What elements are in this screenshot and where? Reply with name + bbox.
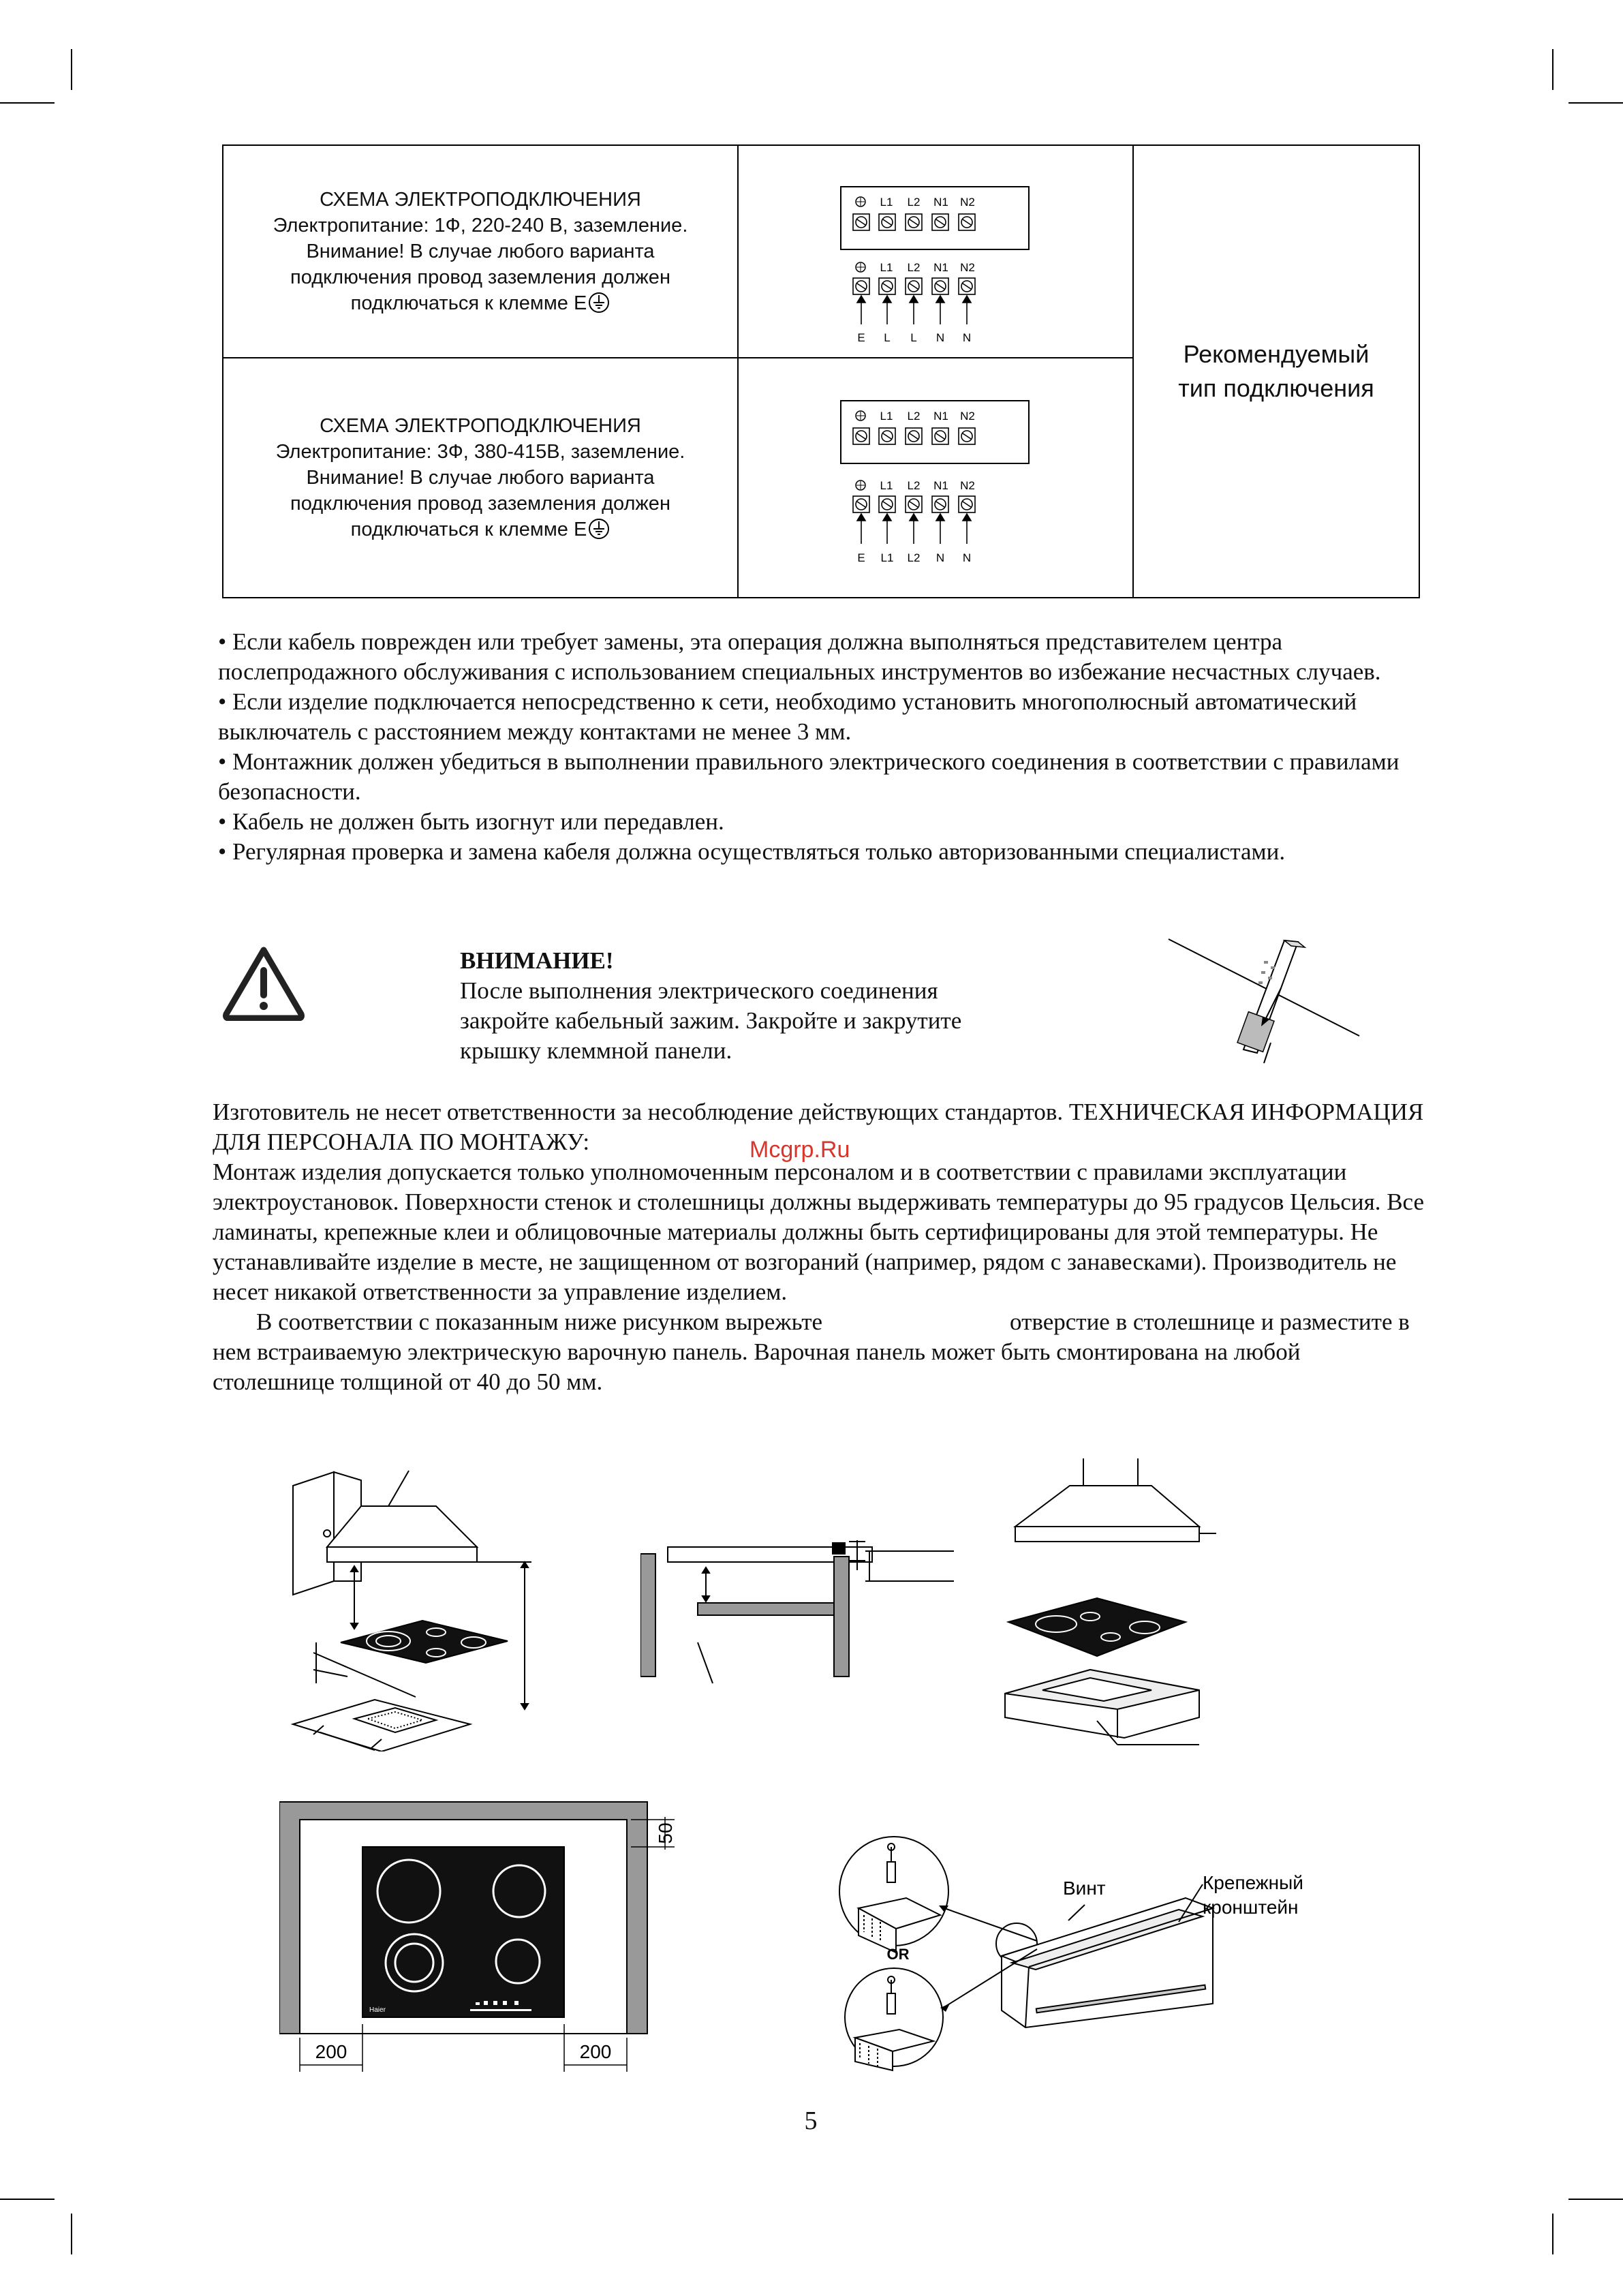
warning-text — [460, 946, 1073, 1066]
terminal-label: N2 — [960, 479, 975, 492]
recommended-line: Рекомендуемый — [1183, 340, 1370, 368]
bracket-mounting-diagram — [831, 1833, 1335, 2072]
bullet-item: • Регулярная проверка и замена кабеля должна осуществляться только авторизованными специалистами. — [218, 838, 1286, 865]
hood-clearance-diagram — [273, 1465, 572, 1751]
terminal-diagram-3ph-cell — [738, 358, 1133, 598]
schema-line: Внимание! В случае любого варианта — [306, 467, 655, 489]
terminal-block-diagram — [739, 358, 1132, 594]
crop-mark — [1552, 49, 1554, 90]
wire-label: E — [857, 551, 865, 564]
cutout-section-diagram — [640, 1540, 961, 1690]
schema-line: подключения провод заземления должен — [290, 493, 670, 515]
paragraph-cutout — [213, 1307, 1425, 1397]
terminal-label: L2 — [907, 196, 921, 209]
terminal-bottom-row — [853, 479, 975, 564]
page-number: 5 — [804, 2107, 818, 2135]
hob-top-view-diagram — [279, 1799, 715, 2099]
bullet-item: • Кабель не должен быть изогнут или передавлен. — [218, 808, 724, 835]
warning-line: закройте кабельный зажим. Закройте и закрутите — [460, 1007, 962, 1034]
terminal-label: L2 — [907, 410, 921, 423]
cutout-text-end: отверстие в столешнице и — [1010, 1308, 1274, 1335]
cutout-text-rest: разместите в нем встраиваемую электрическую варочную панель. Варочная панель может быть смонтирована на любой столешнице толщиной от 40 до 50 мм. — [213, 1308, 1410, 1395]
terminal-label: L2 — [907, 261, 921, 274]
ground-icon — [588, 518, 610, 540]
wire-label: E — [857, 331, 865, 344]
crop-mark — [1552, 2214, 1554, 2254]
paragraph-installation: Монтаж изделия допускается только уполномоченным персоналом и в соответствии с правилами эксплуатации электроустановок. Поверхности стенок и столешницы должны выдерживать температуры до 95 градусов Цельсия. Все ламинаты, крепежные клеи и облицовочные материалы должны быть сертифицированы для этой температуры. Не устанавливайте изделие в месте, не защищенном от возгораний (например, рядом с занавесками). Производитель не несет никакой ответственности за управление изделием. — [213, 1159, 1425, 1305]
bracket-label: кронштейн — [1203, 1897, 1299, 1918]
cutout-text-start: В соответствии с показанным ниже рисунком вырежьте — [256, 1308, 823, 1335]
bullet-item: • Если изделие подключается непосредственно к сети, необходимо установить многополюсный автоматический выключатель с расстоянием между контактами не менее 3 мм. — [218, 688, 1357, 745]
schema-line: Внимание! В случае любого варианта — [306, 241, 655, 262]
bullet-item: • Если кабель поврежден или требует замены, эта операция должна выполняться представителем центра послепродажного обслуживания с использованием специальных инструментов во избежание несчастных случаев. — [218, 628, 1381, 685]
schema-line: подключаться к клемме Е — [350, 519, 587, 540]
or-label: OR — [886, 1946, 910, 1963]
screw-label: Винт — [1063, 1878, 1106, 1899]
recommended-cell — [1133, 145, 1419, 598]
wire-label: N — [936, 331, 945, 344]
wire-label: N — [962, 331, 972, 344]
paragraph-liability: Изготовитель не несет ответственности за несоблюдение действующих стандартов. ТЕХНИЧЕСКАЯ ИНФОРМАЦИЯ ДЛЯ ПЕРСОНАЛА ПО МОНТАЖУ: — [213, 1099, 1424, 1155]
terminal-label: L1 — [880, 410, 893, 423]
brand-logo: Haier — [369, 2006, 386, 2014]
terminal-block-diagram — [739, 146, 1132, 354]
terminal-label: N2 — [960, 410, 975, 423]
dimension-label: 200 — [315, 2041, 347, 2062]
schema-line: Электропитание: 3Ф, 380-415В, заземление. — [275, 441, 685, 463]
schema-line: подключения провод заземления должен — [290, 266, 670, 288]
terminal-label: L2 — [907, 479, 921, 492]
ground-icon — [588, 292, 610, 313]
crop-mark — [0, 102, 55, 104]
safety-bullets — [218, 627, 1424, 867]
schema-3ph-cell — [223, 358, 738, 598]
schema-title: СХЕМА ЭЛЕКТРОПОДКЛЮЧЕНИЯ — [320, 189, 641, 211]
watermark-logo: Mcgrp.Ru — [749, 1137, 850, 1163]
crop-mark — [71, 2214, 72, 2254]
terminal-label: N2 — [960, 261, 975, 274]
terminal-top-row — [853, 196, 975, 230]
warning-line: После выполнения электрического соединения — [460, 977, 938, 1004]
terminal-label: N2 — [960, 196, 975, 209]
wire-label: L — [910, 331, 917, 344]
terminal-label: N1 — [933, 196, 948, 209]
wire-label: L2 — [907, 551, 921, 564]
schema-1ph-cell — [223, 145, 738, 358]
recommended-line: тип подключения — [1178, 374, 1374, 402]
terminal-bottom-row — [853, 261, 975, 344]
hob-over-cabinet-diagram — [995, 1458, 1226, 1765]
dimension-label: 200 — [579, 2041, 612, 2062]
terminal-top-row — [853, 410, 975, 444]
terminal-label: L1 — [880, 261, 893, 274]
bracket-label: Крепежный — [1203, 1872, 1303, 1893]
terminal-label: N1 — [933, 410, 948, 423]
crop-mark — [1568, 2199, 1623, 2200]
wire-label: N — [962, 551, 972, 564]
wire-label: L — [884, 331, 891, 344]
schema-line: подключаться к клемме Е — [350, 292, 587, 314]
bullet-item: • Монтажник должен убедиться в выполнении правильного электрического соединения в соответствии с правилами безопасности. — [218, 748, 1400, 805]
hob-glass — [362, 1847, 564, 2017]
wiring-table — [222, 144, 1420, 598]
crop-mark — [71, 49, 72, 90]
terminal-label: L1 — [880, 196, 893, 209]
schema-line: Электропитание: 1Ф, 220-240 В, заземление. — [273, 215, 688, 236]
crop-mark — [1568, 102, 1623, 104]
schema-title: СХЕМА ЭЛЕКТРОПОДКЛЮЧЕНИЯ — [320, 415, 641, 437]
terminal-cover-illustration — [1162, 934, 1366, 1070]
warning-title: ВНИМАНИЕ! — [460, 947, 614, 974]
terminal-label: L1 — [880, 479, 893, 492]
dimension-label: 50 — [655, 1822, 676, 1844]
warning-line: крышку клеммной панели. — [460, 1037, 732, 1064]
warning-triangle-icon — [222, 946, 305, 1021]
terminal-diagram-1ph-cell — [738, 145, 1133, 358]
wire-label: L1 — [880, 551, 894, 564]
crop-mark — [0, 2199, 55, 2200]
terminal-label: N1 — [933, 479, 948, 492]
terminal-label: N1 — [933, 261, 948, 274]
wire-label: N — [936, 551, 945, 564]
